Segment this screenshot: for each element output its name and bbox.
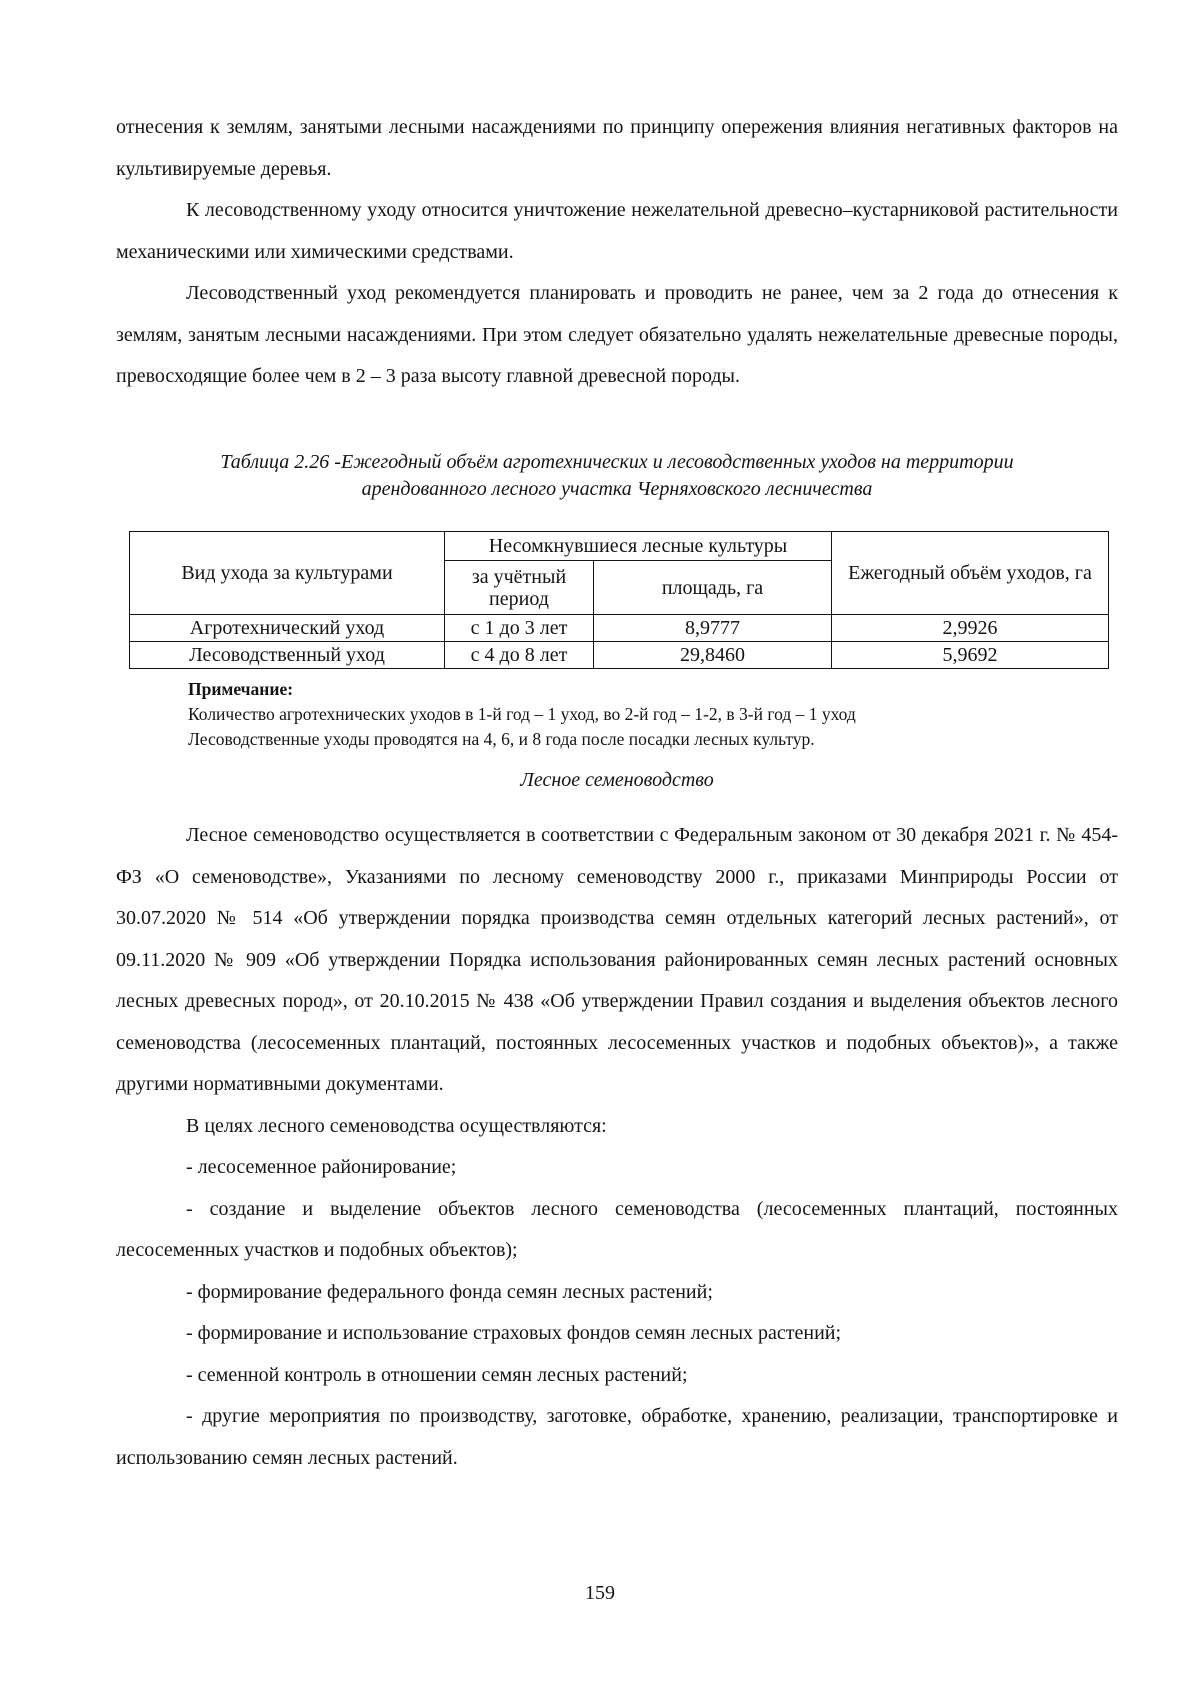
cell-period: с 4 до 8 лет [445, 642, 594, 669]
cell-care-type: Лесоводственный уход [130, 642, 445, 669]
paragraph-intro-1: отнесения к землям, занятыми лесными насаждениями по принципу опережения влияния негативных факторов на культивируемые деревья. [116, 116, 1118, 180]
paragraph-seed-2: В целях лесного семеноводства осуществляются: [186, 1114, 607, 1137]
table-header-row-1 [130, 532, 1109, 561]
section-text [116, 815, 1118, 1479]
paragraph-seed-1: Лесное семеноводство осуществляется в соответствии с Федеральным законом от 30 декабря 2021 г. № 454-ФЗ «О семеноводстве», Указаниями по лесному семеноводству 2000 г., приказами Минприроды России от 30.07.2020 № 514 «Об утверждении порядка производства семян отдельных категорий лесных растений», от 09.11.2020 № 909 «Об утверждении Порядка использования районированных семян лесных растений основных лесных древесных пород», от 20.10.2015 № 438 «Об утверждении Правил создания и выделения объектов лесного семеноводства (лесосеменных плантаций, постоянных лесосеменных участков и подобных объектов)», а также другими нормативными документами. [116, 824, 1118, 1095]
paragraph-intro-2: К лесоводственному уходу относится уничтожение нежелательной древесно–кустарниковой растительности механическими или химическими средствами. [116, 199, 1118, 263]
table-note [188, 677, 1088, 752]
table-caption-line-1: Таблица 2.26 -Ежегодный объём агротехнических и лесоводственных уходов на территории [220, 451, 1014, 473]
cell-area: 8,9777 [594, 615, 832, 642]
list-item: - формирование федерального фонда семян лесных растений; [186, 1280, 713, 1303]
cell-care-type: Агротехнический уход [130, 615, 445, 642]
note-title: Примечание: [188, 679, 294, 699]
list-item: - лесосеменное районирование; [186, 1156, 457, 1178]
section-title: Лесное семеноводство [520, 769, 714, 791]
page-number: 159 [585, 1582, 615, 1604]
table-row [130, 642, 1109, 669]
header-annual-volume: Ежегодный объём уходов, га [832, 532, 1109, 615]
cell-period: с 1 до 3 лет [445, 615, 594, 642]
table-caption-line-2: арендованного лесного участка Черняховского лесничества [361, 478, 873, 500]
note-line-1: Количество агротехнических уходов в 1-й год – 1 уход, во 2-й год – 1-2, в 3-й год – 1 уход [188, 704, 856, 724]
cell-annual: 5,9692 [832, 642, 1109, 669]
list-item: - создание и выделение объектов лесного семеноводства (лесосеменных плантаций, постоянных лесосеменных участков и подобных объектов); [116, 1197, 1118, 1261]
header-care-type: Вид ухода за культурами [130, 532, 445, 615]
list-item: - семенной контроль в отношении семян лесных растений; [186, 1363, 688, 1386]
note-line-2: Лесоводственные уходы проводятся на 4, 6, и 8 года после посадки лесных культур. [188, 729, 815, 749]
list-item: - другие мероприятия по производству, заготовке, обработке, хранению, реализации, транспортировке и использованию семян лесных растений. [116, 1405, 1118, 1469]
care-volume-table [129, 531, 1109, 669]
table-caption [116, 449, 1118, 503]
header-area: площадь, га [594, 561, 832, 615]
paragraph-intro-3: Лесоводственный уход рекомендуется планировать и проводить не ранее, чем за 2 года до отнесения к землям, занятым лесными насаждениями. При этом следует обязательно удалять нежелательные древесные породы, превосходящие более чем в 2 – 3 раза высоту главной древесной породы. [116, 282, 1118, 387]
list-item: - формирование и использование страховых фондов семян лесных растений; [186, 1322, 842, 1344]
intro-text [116, 107, 1118, 398]
cell-annual: 2,9926 [832, 615, 1109, 642]
cell-area: 29,8460 [594, 642, 832, 669]
header-unclosed-plantations: Несомкнувшиеся лесные культуры [445, 532, 832, 561]
table-row [130, 615, 1109, 642]
header-period: за учётный период [445, 561, 594, 615]
